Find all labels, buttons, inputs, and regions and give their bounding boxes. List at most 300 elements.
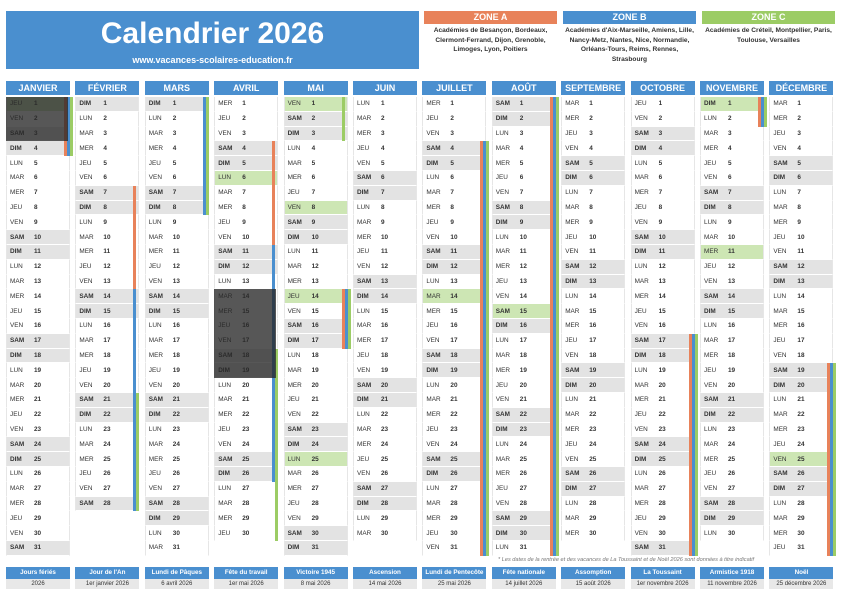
day-number: 4 bbox=[242, 144, 246, 152]
weekday-label: MAR bbox=[495, 144, 510, 152]
weekday-label: DIM bbox=[79, 307, 92, 315]
day-number: 11 bbox=[34, 248, 41, 256]
weekday-label: LUN bbox=[218, 277, 231, 285]
day-cell bbox=[769, 334, 833, 349]
weekday-label: DIM bbox=[565, 174, 577, 182]
day-number: 8 bbox=[311, 203, 316, 211]
day-cell bbox=[75, 482, 139, 497]
weekday-label: JEU bbox=[495, 277, 508, 285]
day-cell bbox=[769, 511, 833, 526]
weekday-label: VEN bbox=[287, 100, 301, 108]
weekday-label: SAM bbox=[287, 218, 302, 226]
weekday-label: LUN bbox=[565, 396, 578, 404]
day-cell bbox=[492, 230, 556, 245]
day-cell bbox=[492, 201, 556, 216]
day-cell bbox=[6, 319, 70, 334]
month-column bbox=[75, 81, 139, 511]
day-number: 25 bbox=[242, 455, 250, 463]
day-number: 4 bbox=[381, 144, 385, 152]
day-number: 21 bbox=[519, 396, 527, 404]
weekday-label: MER bbox=[773, 529, 788, 537]
weekday-label: JEU bbox=[287, 396, 300, 404]
day-number: 13 bbox=[381, 277, 389, 285]
weekday-label: LUN bbox=[704, 425, 717, 433]
weekday-label: DIM bbox=[704, 514, 716, 522]
day-cell bbox=[75, 171, 139, 186]
day-number: 14 bbox=[172, 292, 180, 300]
day-number: 6 bbox=[519, 174, 524, 182]
day-number: 19 bbox=[103, 366, 111, 374]
weekday-label: DIM bbox=[10, 455, 22, 463]
day-number: 17 bbox=[797, 337, 805, 345]
day-number: 11 bbox=[450, 248, 458, 256]
weekday-label: VEN bbox=[287, 203, 301, 211]
day-cell bbox=[422, 437, 486, 452]
weekday-label: MER bbox=[565, 218, 580, 226]
weekday-label: VEN bbox=[565, 248, 579, 256]
day-number: 22 bbox=[797, 411, 805, 419]
holiday-footer-cell bbox=[700, 567, 764, 589]
day-cell bbox=[631, 171, 695, 186]
day-cell bbox=[422, 289, 486, 304]
weekday-label: MAR bbox=[357, 425, 372, 433]
day-cell bbox=[75, 334, 139, 349]
day-number: 15 bbox=[311, 307, 319, 315]
day-number: 23 bbox=[589, 425, 597, 433]
weekday-label: DIM bbox=[287, 129, 300, 137]
day-number: 5 bbox=[34, 159, 38, 167]
day-cell bbox=[769, 304, 833, 319]
weekday-label: SAM bbox=[565, 159, 580, 167]
day-number: 15 bbox=[34, 307, 42, 315]
weekday-label: MER bbox=[773, 322, 788, 330]
day-number: 6 bbox=[381, 174, 385, 182]
day-cell bbox=[769, 127, 833, 142]
vacation-bar bbox=[70, 97, 73, 156]
weekday-label: VEN bbox=[79, 381, 93, 389]
weekday-label: JEU bbox=[426, 115, 439, 123]
weekday-label: MER bbox=[148, 351, 163, 359]
holiday-footer-cell bbox=[6, 567, 70, 589]
holiday-date: 25 décembre 2026 bbox=[769, 579, 833, 589]
day-number: 11 bbox=[658, 248, 666, 256]
month-header: JUILLET bbox=[422, 81, 486, 95]
day-cell bbox=[353, 497, 417, 512]
weekday-label: DIM bbox=[565, 485, 577, 493]
day-cell bbox=[492, 127, 556, 142]
holiday-footer-cell bbox=[422, 567, 486, 589]
weekday-label: SAM bbox=[79, 499, 94, 507]
day-number: 3 bbox=[519, 129, 524, 137]
day-number: 17 bbox=[103, 337, 111, 345]
vacation-bar bbox=[486, 141, 489, 555]
weekday-label: MAR bbox=[218, 499, 233, 507]
weekday-label: JEU bbox=[634, 100, 647, 108]
weekday-label: VEN bbox=[773, 455, 787, 463]
day-number: 25 bbox=[172, 455, 180, 463]
day-cell bbox=[700, 437, 764, 452]
day-number: 28 bbox=[103, 499, 111, 507]
weekday-label: LUN bbox=[773, 189, 787, 197]
weekday-label: DIM bbox=[148, 411, 161, 419]
day-cell bbox=[284, 97, 348, 112]
weekday-label: MER bbox=[426, 514, 441, 522]
day-cell bbox=[492, 112, 556, 127]
day-number: 20 bbox=[658, 381, 666, 389]
weekday-label: JEU bbox=[148, 470, 161, 478]
weekday-label: VEN bbox=[218, 440, 232, 448]
weekday-label: SAM bbox=[287, 115, 302, 123]
day-cell bbox=[353, 319, 417, 334]
day-cell bbox=[700, 171, 764, 186]
day-number: 5 bbox=[450, 159, 454, 167]
day-cell bbox=[631, 97, 695, 112]
day-number: 13 bbox=[658, 277, 666, 285]
day-cell bbox=[75, 452, 139, 467]
day-number: 25 bbox=[589, 455, 597, 463]
weekday-label: LUN bbox=[495, 233, 509, 241]
day-cell bbox=[700, 393, 764, 408]
weekday-label: VEN bbox=[287, 514, 301, 522]
day-number: 1 bbox=[172, 100, 177, 108]
day-cell bbox=[284, 423, 348, 438]
day-number: 10 bbox=[589, 233, 597, 241]
weekday-label: MER bbox=[704, 455, 719, 463]
day-cell bbox=[561, 526, 625, 541]
day-cell bbox=[284, 393, 348, 408]
day-number: 29 bbox=[589, 514, 597, 522]
day-number: 16 bbox=[103, 322, 111, 330]
day-cell bbox=[6, 511, 70, 526]
day-number: 27 bbox=[172, 485, 180, 493]
day-number: 23 bbox=[172, 425, 180, 433]
day-cell bbox=[492, 289, 556, 304]
weekday-label: MAR bbox=[426, 189, 441, 197]
day-number: 29 bbox=[450, 514, 458, 522]
weekday-label: MAR bbox=[357, 218, 372, 226]
holiday-footer-cell bbox=[769, 567, 833, 589]
holiday-date: 1er mai 2026 bbox=[214, 579, 278, 589]
weekday-label: MER bbox=[218, 514, 233, 522]
day-cell bbox=[6, 497, 70, 512]
holiday-date: 11 novembre 2026 bbox=[700, 579, 764, 589]
day-number: 18 bbox=[519, 351, 527, 359]
day-cell bbox=[700, 526, 764, 541]
day-number: 26 bbox=[797, 470, 805, 478]
day-cell bbox=[214, 482, 278, 497]
day-number: 13 bbox=[311, 277, 319, 285]
day-number: 6 bbox=[450, 174, 454, 182]
day-number: 17 bbox=[728, 337, 736, 345]
day-cell bbox=[284, 378, 348, 393]
weekday-label: DIM bbox=[287, 337, 300, 345]
weekday-label: JEU bbox=[704, 263, 717, 271]
day-number: 6 bbox=[728, 174, 732, 182]
day-cell bbox=[422, 260, 486, 275]
day-number: 25 bbox=[658, 455, 666, 463]
weekday-label: JEU bbox=[218, 218, 231, 226]
day-cell bbox=[214, 186, 278, 201]
day-number: 13 bbox=[728, 277, 736, 285]
day-cell bbox=[561, 511, 625, 526]
weekday-label: VEN bbox=[426, 337, 440, 345]
day-cell bbox=[75, 363, 139, 378]
day-number: 14 bbox=[450, 292, 458, 300]
zone-c-title: ZONE C bbox=[702, 11, 835, 24]
day-number: 14 bbox=[311, 292, 319, 300]
weekday-label: DIM bbox=[426, 470, 439, 478]
day-number: 30 bbox=[242, 529, 250, 537]
weekday-label: MAR bbox=[773, 307, 788, 315]
day-number: 16 bbox=[728, 322, 736, 330]
day-number: 1 bbox=[242, 100, 246, 108]
vacation-bar bbox=[348, 289, 351, 348]
day-cell bbox=[6, 245, 70, 260]
day-cell bbox=[769, 437, 833, 452]
weekday-label: SAM bbox=[148, 189, 163, 197]
day-number: 16 bbox=[658, 322, 666, 330]
weekday-label: MER bbox=[565, 322, 580, 330]
weekday-label: MAR bbox=[773, 100, 788, 108]
day-number: 20 bbox=[103, 381, 111, 389]
day-cell bbox=[769, 97, 833, 112]
day-number: 16 bbox=[311, 322, 319, 330]
day-cell bbox=[75, 127, 139, 142]
day-cell bbox=[214, 423, 278, 438]
day-cell bbox=[561, 156, 625, 171]
day-number: 17 bbox=[34, 337, 42, 345]
day-number: 21 bbox=[728, 396, 736, 404]
day-cell bbox=[422, 141, 486, 156]
weekday-label: SAM bbox=[357, 174, 372, 182]
day-cell bbox=[145, 393, 209, 408]
day-number: 10 bbox=[519, 233, 527, 241]
holiday-name: Lundi de Pentecôte bbox=[422, 567, 486, 579]
month-column bbox=[769, 81, 833, 556]
weekday-label: MAR bbox=[704, 129, 719, 137]
day-cell bbox=[422, 201, 486, 216]
day-cell bbox=[631, 319, 695, 334]
day-number: 18 bbox=[450, 351, 458, 359]
vacation-bar bbox=[556, 97, 559, 556]
day-number: 21 bbox=[172, 396, 180, 404]
day-cell bbox=[492, 378, 556, 393]
shaded-overlay bbox=[6, 97, 68, 141]
day-cell bbox=[75, 289, 139, 304]
day-cell bbox=[492, 97, 556, 112]
weekday-label: MAR bbox=[426, 292, 441, 300]
day-number: 19 bbox=[172, 366, 180, 374]
day-cell bbox=[284, 112, 348, 127]
day-number: 10 bbox=[172, 233, 180, 241]
weekday-label: LUN bbox=[773, 499, 787, 507]
day-cell bbox=[561, 127, 625, 142]
day-number: 7 bbox=[311, 189, 316, 197]
day-cell bbox=[769, 260, 833, 275]
day-cell bbox=[769, 289, 833, 304]
day-cell bbox=[492, 186, 556, 201]
day-number: 10 bbox=[450, 233, 458, 241]
holiday-name: Fête du travail bbox=[214, 567, 278, 579]
day-number: 21 bbox=[242, 396, 250, 404]
weekday-label: JEU bbox=[79, 263, 92, 271]
day-number: 2 bbox=[172, 115, 177, 123]
day-cell bbox=[353, 230, 417, 245]
day-number: 16 bbox=[797, 322, 805, 330]
weekday-label: SAM bbox=[10, 337, 25, 345]
day-cell bbox=[769, 452, 833, 467]
day-number: 4 bbox=[103, 144, 107, 152]
weekday-label: MAR bbox=[495, 351, 510, 359]
day-number: 21 bbox=[450, 396, 458, 404]
month-header: NOVEMBRE bbox=[700, 81, 764, 95]
day-number: 16 bbox=[34, 322, 42, 330]
weekday-label: MER bbox=[287, 277, 302, 285]
day-cell bbox=[631, 423, 695, 438]
weekday-label: MER bbox=[148, 144, 163, 152]
day-cell bbox=[561, 141, 625, 156]
day-number: 14 bbox=[797, 292, 805, 300]
day-cell bbox=[284, 319, 348, 334]
day-number: 2 bbox=[311, 115, 316, 123]
day-number: 14 bbox=[519, 292, 527, 300]
day-cell bbox=[145, 408, 209, 423]
day-number: 29 bbox=[728, 514, 736, 522]
day-cell bbox=[561, 245, 625, 260]
day-cell bbox=[145, 245, 209, 260]
weekday-label: DIM bbox=[357, 189, 369, 197]
day-cell bbox=[422, 511, 486, 526]
weekday-label: MER bbox=[704, 144, 719, 152]
day-number: 9 bbox=[311, 218, 316, 226]
day-number: 6 bbox=[103, 174, 107, 182]
weekday-label: SAM bbox=[79, 396, 94, 404]
title-banner bbox=[6, 11, 419, 69]
weekday-label: SAM bbox=[634, 440, 649, 448]
day-cell bbox=[561, 97, 625, 112]
day-number: 17 bbox=[519, 337, 527, 345]
weekday-label: LUN bbox=[704, 529, 717, 537]
weekday-label: LUN bbox=[565, 292, 578, 300]
weekday-label: LUN bbox=[773, 292, 787, 300]
day-cell bbox=[214, 171, 278, 186]
day-number: 20 bbox=[450, 381, 458, 389]
day-number: 19 bbox=[34, 366, 42, 374]
day-cell bbox=[422, 275, 486, 290]
weekday-label: MER bbox=[704, 248, 719, 256]
weekday-label: SAM bbox=[357, 277, 372, 285]
day-number: 28 bbox=[589, 499, 597, 507]
day-number: 27 bbox=[242, 485, 250, 493]
day-cell bbox=[284, 526, 348, 541]
weekday-label: MAR bbox=[79, 129, 94, 137]
weekday-label: LUN bbox=[10, 470, 23, 478]
day-cell bbox=[284, 452, 348, 467]
day-number: 30 bbox=[797, 529, 805, 537]
day-cell bbox=[700, 334, 764, 349]
holiday-date: 2026 bbox=[6, 579, 70, 589]
day-cell bbox=[214, 393, 278, 408]
day-number: 28 bbox=[519, 499, 527, 507]
weekday-label: SAM bbox=[218, 455, 233, 463]
day-cell bbox=[145, 97, 209, 112]
holiday-date: 8 mai 2026 bbox=[284, 579, 348, 589]
day-cell bbox=[353, 275, 417, 290]
weekday-label: LUN bbox=[10, 263, 23, 271]
weekday-label: MER bbox=[426, 411, 441, 419]
day-number: 19 bbox=[797, 366, 805, 374]
weekday-label: DIM bbox=[426, 366, 439, 374]
day-number: 14 bbox=[103, 292, 111, 300]
weekday-label: LUN bbox=[148, 115, 162, 123]
day-number: 13 bbox=[172, 277, 180, 285]
day-number: 6 bbox=[658, 174, 663, 182]
weekday-label: SAM bbox=[634, 233, 649, 241]
day-number: 24 bbox=[728, 440, 736, 448]
weekday-label: MAR bbox=[634, 174, 649, 182]
weekday-label: SAM bbox=[704, 499, 719, 507]
weekday-label: MER bbox=[218, 100, 233, 108]
day-number: 4 bbox=[311, 144, 316, 152]
day-cell bbox=[214, 215, 278, 230]
day-number: 26 bbox=[381, 470, 389, 478]
day-cell bbox=[6, 452, 70, 467]
day-number: 20 bbox=[519, 381, 527, 389]
day-cell bbox=[145, 215, 209, 230]
weekday-label: SAM bbox=[634, 337, 649, 345]
weekday-label: VEN bbox=[704, 277, 718, 285]
day-number: 12 bbox=[172, 263, 180, 271]
day-number: 26 bbox=[589, 470, 597, 478]
zone-b-title: ZONE B bbox=[563, 11, 696, 24]
day-cell bbox=[353, 186, 417, 201]
holiday-date: 1er novembre 2026 bbox=[631, 579, 695, 589]
day-number: 22 bbox=[103, 411, 111, 419]
day-cell bbox=[284, 141, 348, 156]
weekday-label: MAR bbox=[565, 514, 580, 522]
day-cell bbox=[6, 141, 70, 156]
day-cell bbox=[769, 319, 833, 334]
weekday-label: JEU bbox=[426, 218, 439, 226]
day-cell bbox=[700, 97, 764, 112]
weekday-label: LUN bbox=[79, 322, 93, 330]
weekday-label: SAM bbox=[426, 144, 441, 152]
holiday-date: 6 avril 2026 bbox=[145, 579, 209, 589]
day-cell bbox=[422, 171, 486, 186]
day-cell bbox=[561, 112, 625, 127]
weekday-label: MER bbox=[148, 455, 163, 463]
day-number: 23 bbox=[381, 425, 389, 433]
day-cell bbox=[631, 452, 695, 467]
day-number: 18 bbox=[381, 351, 389, 359]
day-number: 29 bbox=[381, 514, 389, 522]
day-number: 9 bbox=[728, 218, 732, 226]
weekday-label: MAR bbox=[10, 381, 25, 389]
weekday-label: MAR bbox=[426, 396, 441, 404]
day-cell bbox=[769, 186, 833, 201]
weekday-label: SAM bbox=[218, 248, 233, 256]
day-cell bbox=[214, 497, 278, 512]
day-cell bbox=[145, 541, 209, 556]
day-cell bbox=[284, 127, 348, 142]
weekday-label: DIM bbox=[495, 425, 508, 433]
day-cell bbox=[145, 289, 209, 304]
weekday-label: DIM bbox=[495, 529, 508, 537]
day-number: 28 bbox=[242, 499, 250, 507]
weekday-label: MAR bbox=[704, 233, 719, 241]
weekday-label: LUN bbox=[10, 159, 23, 167]
day-cell bbox=[353, 127, 417, 142]
